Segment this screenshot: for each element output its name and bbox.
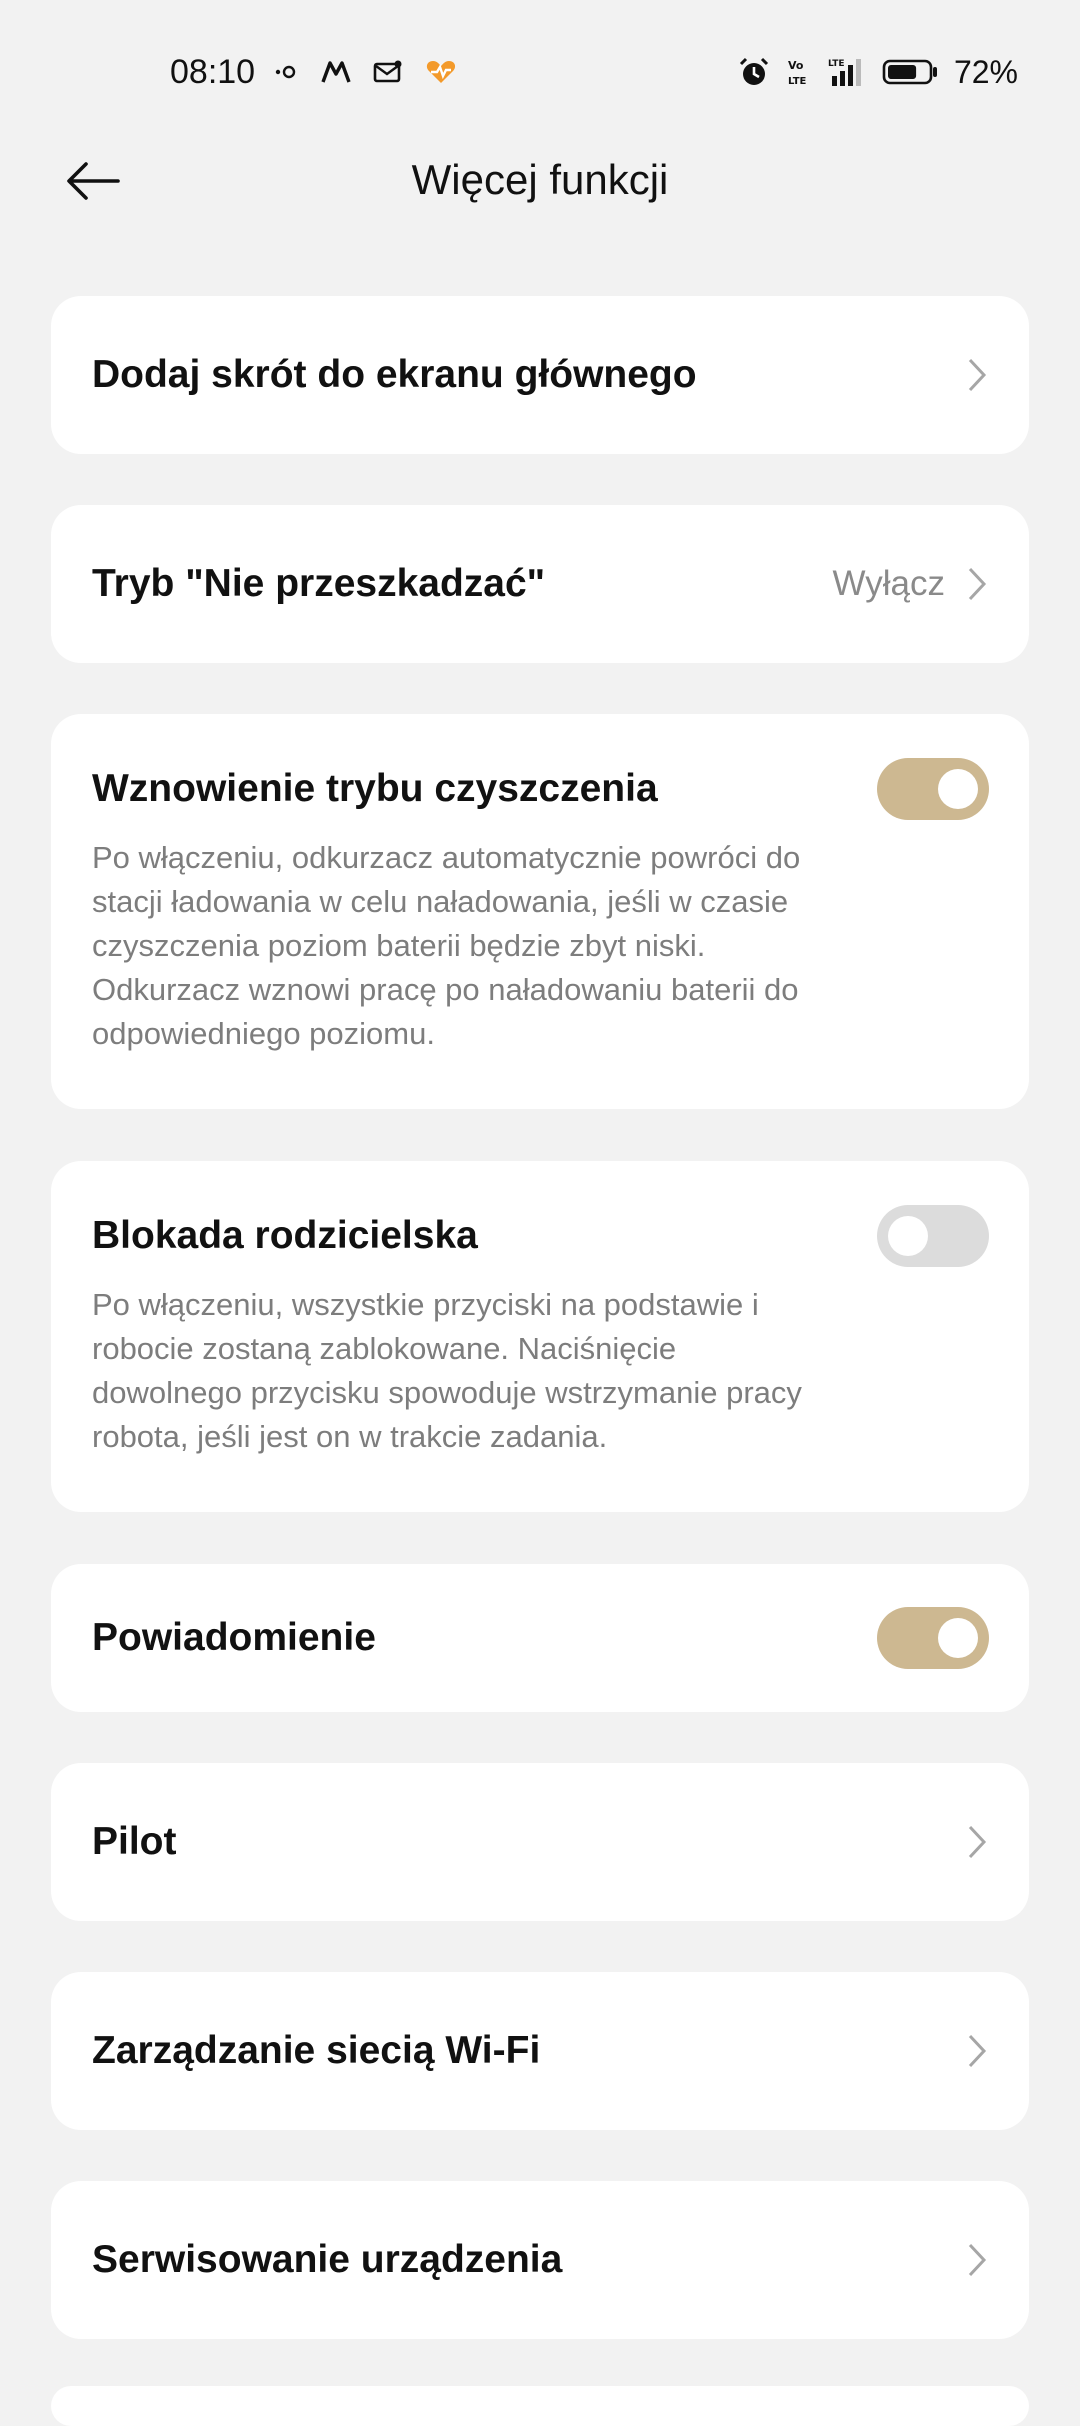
status-time: 08:10 (170, 53, 256, 91)
do-not-disturb-value: Wyłącz (832, 564, 945, 603)
hotspot-icon (275, 63, 299, 81)
wifi-management-label: Zarządzanie siecią Wi-Fi (92, 2029, 541, 2072)
notification-icons (275, 54, 457, 90)
remote-control-label: Pilot (92, 1820, 177, 1863)
battery-percent: 72% (953, 53, 1018, 90)
volte-icon (786, 56, 810, 88)
signal-lte-icon (826, 56, 866, 88)
remote-control-row[interactable] (51, 1763, 1029, 1921)
device-service-label: Serwisowanie urządzenia (92, 2238, 563, 2281)
svg-text:LTE: LTE (827, 59, 845, 69)
system-status-icons (738, 50, 1018, 94)
health-app-icon (425, 59, 457, 85)
child-lock-toggle[interactable] (877, 1205, 989, 1267)
next-card-partial (51, 2386, 1029, 2426)
page-title: Więcej funkcji (411, 156, 669, 203)
chevron-right-icon (967, 2032, 989, 2070)
resume-cleaning-label: Wznowienie trybu czyszczenia (92, 767, 658, 810)
svg-text:Vo: Vo (787, 59, 804, 72)
app-logo-icon (321, 60, 351, 84)
wifi-management-row[interactable] (51, 1972, 1029, 2130)
alarm-icon (738, 56, 770, 88)
add-shortcut-row[interactable] (51, 296, 1029, 454)
resume-cleaning-toggle[interactable] (877, 758, 989, 820)
mail-icon (373, 60, 403, 84)
chevron-right-icon (967, 1823, 989, 1861)
notification-toggle[interactable] (877, 1607, 989, 1669)
toggle-knob (938, 1618, 978, 1658)
header (0, 130, 1080, 230)
device-service-row[interactable] (51, 2181, 1029, 2339)
toggle-knob (888, 1216, 928, 1256)
resume-cleaning-description: Po włączeniu, odkurzacz automatycznie powróci do stacji ładowania w celu naładowania, jeśli w czasie czyszczenia poziom baterii będzie zbyt niski. Odkurzacz wznowi pracę po naładowaniu baterii do odpowiedniego poziomu. (92, 840, 801, 1051)
chevron-right-icon (967, 356, 989, 394)
notification-row (51, 1564, 1029, 1712)
child-lock-label: Blokada rodzicielska (92, 1214, 478, 1257)
toggle-knob (938, 769, 978, 809)
child-lock-card (51, 1161, 1029, 1512)
do-not-disturb-label: Tryb "Nie przeszkadzać" (92, 562, 546, 605)
chevron-right-icon (967, 565, 989, 603)
do-not-disturb-row[interactable] (51, 505, 1029, 663)
notification-label: Powiadomienie (92, 1616, 376, 1659)
add-shortcut-label: Dodaj skrót do ekranu głównego (92, 353, 697, 396)
chevron-right-icon (967, 2241, 989, 2279)
status-bar (0, 0, 1080, 140)
battery-icon (882, 58, 938, 86)
resume-cleaning-card (51, 714, 1029, 1109)
svg-text:LTE: LTE (787, 76, 807, 87)
child-lock-description: Po włączeniu, wszystkie przyciski na podstawie i robocie zostaną zablokowane. Naciśnięcie dowolnego przycisku spowoduje wstrzymanie pracy robota, jeśli jest on w trakcie zadania. (92, 1287, 802, 1454)
